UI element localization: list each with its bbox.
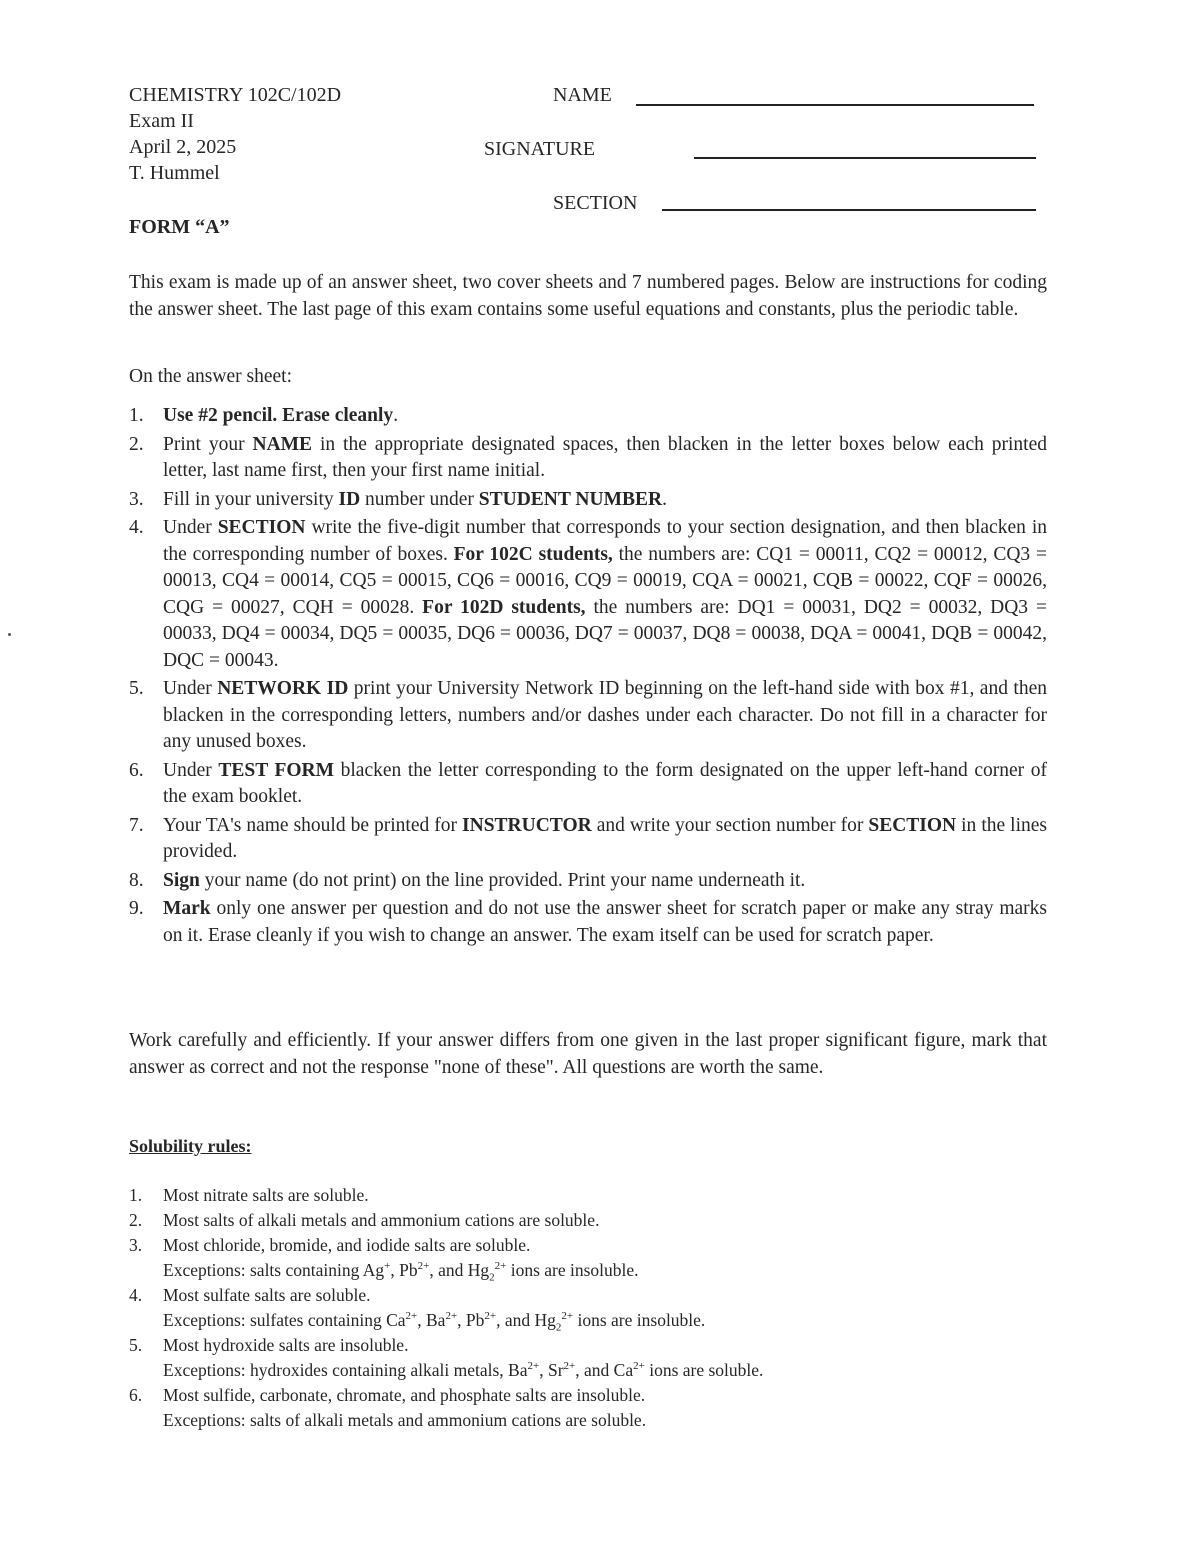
bold-text: Use #2 pencil. Erase cleanly: [163, 405, 394, 426]
rule-number: 4.: [129, 1285, 143, 1305]
bold-text: Sign: [163, 869, 200, 891]
bold-text: Mark: [163, 898, 211, 919]
solubility-rule: [129, 1208, 1047, 1233]
solubility-rule: [129, 1183, 1047, 1208]
exception-text: Exceptions: salts containing Ag: [163, 1260, 385, 1280]
solubility-rule: [129, 1283, 1047, 1333]
instruction-item: [129, 896, 1047, 949]
exception-text: ions are insoluble.: [506, 1260, 639, 1280]
signature-line[interactable]: [694, 157, 1036, 159]
item-text: Fill in your university: [163, 488, 339, 510]
rule-exception: [163, 1258, 1047, 1283]
bold-text: NAME: [252, 433, 313, 455]
ion-text: , Sr: [539, 1360, 564, 1380]
instruction-item: [129, 758, 1047, 811]
rule-exception: [163, 1358, 1047, 1383]
instruction-item: [129, 868, 1047, 895]
item-text: number under: [360, 488, 479, 510]
signature-label: SIGNATURE: [484, 138, 596, 160]
course-title: CHEMISTRY 102C/102D: [129, 84, 342, 106]
section-label: SECTION: [553, 192, 638, 214]
item-text: in the lines provided.: [163, 814, 1047, 862]
instruction-list: [129, 403, 1047, 951]
instruction-item: [129, 487, 1047, 514]
item-text: .: [393, 405, 399, 426]
item-text: print your University Network ID beginning on the left-hand side with box #1, and then blacken in the corresponding letters, numbers and/or dashes under each character. Do not fill in a character for any unused boxes.: [163, 678, 1047, 752]
item-number: 8.: [129, 869, 144, 891]
bold-text: ID: [338, 488, 361, 510]
rule-exception: Exceptions: salts of alkali metals and ammonium cations are soluble.: [163, 1410, 647, 1430]
item-text: and write your section number for: [591, 814, 869, 836]
name-line[interactable]: [636, 104, 1034, 106]
bold-text: STUDENT NUMBER: [478, 488, 663, 510]
item-text: in the appropriate designated spaces, then blacken in the letter boxes below each printed letter, last name first, then your first name initial.: [163, 433, 1047, 481]
ion-text: , and Hg: [496, 1310, 556, 1330]
ion-charge: 2+: [527, 1360, 540, 1373]
rule-number: 1.: [129, 1185, 143, 1205]
ion-subscript: 2: [555, 1321, 562, 1334]
bold-text: TEST FORM: [218, 759, 335, 781]
scan-speck: [8, 633, 11, 636]
instruction-item: [129, 676, 1047, 756]
ion-subscript: 2: [489, 1271, 495, 1284]
exam-date: April 2, 2025: [129, 136, 237, 158]
answer-sheet-heading: On the answer sheet:: [129, 366, 292, 387]
rule-text: Most hydroxide salts are insoluble.: [163, 1335, 409, 1355]
item-text: write the five-digit number that corresponds to your section designation, and then blacken in the corresponding number of boxes.: [163, 517, 1047, 565]
instruction-item: [129, 813, 1047, 866]
item-number: 9.: [129, 898, 144, 919]
rule-text: Most chloride, bromide, and iodide salts are soluble.: [163, 1235, 531, 1255]
bold-text: For 102C students,: [453, 543, 613, 565]
rule-text: Most sulfate salts are soluble.: [163, 1285, 371, 1305]
item-text: the numbers are: CQ1 = 00011, CQ2 = 00012, CQ3 = 00013, CQ4 = 00014, CQ5 = 00015, CQ6 = 00016, CQ9 = 00019, CQA = 00021, CQB = 00022, CQF = 00026, CQG = 00027, CQH = 00028.: [163, 543, 1047, 618]
item-text: Print your: [163, 433, 253, 455]
item-text: Under: [163, 517, 218, 538]
solubility-heading: Solubility rules:: [129, 1136, 252, 1156]
solubility-rule: [129, 1233, 1047, 1283]
ion-charge: 2+: [633, 1360, 645, 1373]
item-text: only one answer per question and do not use the answer sheet for scratch paper or make any stray marks on it. Erase cleanly if you wish to change an answer. The exam itself can be used for scratch paper.: [163, 898, 1047, 946]
ion-charge: 2+: [561, 1310, 574, 1323]
ion-charge: 2+: [484, 1310, 497, 1323]
ion-text: , Pb: [390, 1260, 418, 1280]
ion-charge: 2+: [405, 1310, 418, 1323]
exception-text: Exceptions: hydroxides containing alkali metals, Ba: [163, 1360, 528, 1380]
rule-number: 2.: [129, 1210, 143, 1230]
section-line[interactable]: [662, 209, 1036, 211]
closing-paragraph: Work carefully and efficiently. If your answer differs from one given in the last proper significant figure, mark that answer as correct and not the response "none of these". All questions are worth the same.: [129, 1030, 1047, 1078]
instruction-item: [129, 432, 1047, 485]
rule-number: 3.: [129, 1235, 143, 1255]
item-number: 4.: [129, 517, 144, 538]
rule-text: Most sulfide, carbonate, chromate, and phosphate salts are insoluble.: [163, 1385, 646, 1405]
bold-text: SECTION: [217, 517, 306, 538]
item-text: Under: [163, 759, 219, 781]
bold-text: INSTRUCTOR: [462, 814, 592, 836]
ion-text: , and Hg: [429, 1260, 490, 1280]
rule-text: Most salts of alkali metals and ammonium cations are soluble.: [163, 1210, 600, 1230]
intro-paragraph: This exam is made up of an answer sheet, two cover sheets and 7 numbered pages. Below are instructions for coding the answer sheet. The last page of this exam contains some useful equations and constants, plus the periodic table.: [129, 272, 1047, 320]
ion-text: , and Ca: [575, 1360, 634, 1380]
ion-charge: 2+: [494, 1260, 507, 1273]
exception-text: ions are soluble.: [644, 1360, 764, 1380]
exception-text: ions are insoluble.: [573, 1310, 706, 1330]
instruction-item: [129, 515, 1047, 674]
item-number: 6.: [129, 759, 144, 781]
ion-charge: 2+: [563, 1360, 576, 1373]
item-number: 1.: [129, 405, 144, 426]
item-text: the numbers are: DQ1 = 00031, DQ2 = 00032, DQ3 = 00033, DQ4 = 00034, DQ5 = 00035, DQ6 = 00036, DQ7 = 00037, DQ8 = 00038, DQA = 00041, DQB = 00042, DQC = 00043.: [163, 596, 1047, 671]
bold-text: NETWORK ID: [217, 678, 349, 699]
item-text: your name (do not print) on the line provided. Print your name underneath it.: [199, 869, 806, 891]
instruction-item: [129, 403, 1047, 430]
rule-number: 5.: [129, 1335, 143, 1355]
item-number: 2.: [129, 433, 144, 455]
item-number: 7.: [129, 814, 144, 836]
solubility-rule: [129, 1383, 1047, 1433]
instructor-name: T. Hummel: [129, 162, 220, 184]
name-label: NAME: [553, 84, 612, 106]
ion-charge: 2+: [417, 1260, 430, 1273]
bold-text: SECTION: [868, 814, 957, 836]
bold-text: For 102D students,: [422, 596, 586, 618]
solubility-list: [129, 1183, 1047, 1433]
exam-number: Exam II: [129, 110, 194, 132]
ion-charge: 2+: [445, 1310, 458, 1323]
item-text: Under: [163, 678, 218, 699]
ion-text: , Pb: [457, 1310, 485, 1330]
rule-exception: [163, 1308, 1047, 1333]
item-number: 3.: [129, 488, 144, 510]
solubility-rule: [129, 1333, 1047, 1383]
item-text: .: [662, 488, 667, 510]
ion-charge: +: [384, 1260, 391, 1273]
exception-text: Exceptions: sulfates containing Ca: [163, 1310, 406, 1330]
item-text: Your TA's name should be printed for: [163, 814, 463, 836]
item-number: 5.: [129, 678, 144, 699]
form-label: FORM “A”: [129, 216, 230, 238]
rule-text: Most nitrate salts are soluble.: [163, 1185, 369, 1205]
item-text: blacken the letter corresponding to the form designated on the upper left-hand corner of the exam booklet.: [163, 759, 1048, 807]
rule-number: 6.: [129, 1385, 143, 1405]
ion-text: , Ba: [417, 1310, 446, 1330]
